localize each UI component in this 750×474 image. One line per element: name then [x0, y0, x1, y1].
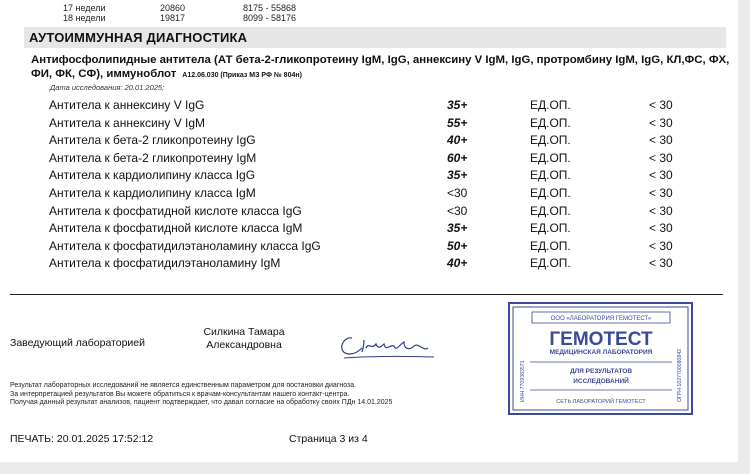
- result-unit: ЕД.ОП.: [530, 168, 571, 183]
- result-value: 40+: [447, 133, 468, 148]
- test-name: Антифосфолипидные антитела (АТ бета-2-гликопротеину IgM, IgG, аннексину V IgM, IgG, протромбину IgM, IgG, КЛ,ФС, ФХ, ФИ, ФК, СФ), иммуноблот: [31, 54, 730, 80]
- signer-role: Заведующий лабораторией: [10, 337, 145, 349]
- result-unit: ЕД.ОП.: [530, 98, 571, 112]
- print-timestamp: ПЕЧАТЬ: 20.01.2025 17:52:12: [10, 433, 154, 445]
- result-row: [0, 237, 738, 255]
- test-title: [31, 53, 731, 83]
- prev-range: 8099 - 58176: [243, 13, 297, 23]
- result-name: Антитела к аннексину V IgG: [49, 98, 205, 112]
- result-row: [0, 202, 738, 220]
- result-value: <30: [447, 203, 468, 218]
- stamp-mid-1: ДЛЯ РЕЗУЛЬТАТОВ: [569, 368, 633, 375]
- result-name: Антитела к фосфатидной кислоте класса IgG: [49, 203, 302, 218]
- result-row: [0, 114, 738, 132]
- result-value: 60+: [447, 150, 468, 165]
- result-reference: < 30: [649, 203, 673, 218]
- result-unit: ЕД.ОП.: [530, 133, 571, 148]
- stamp-ogrn: ОГРН 1027700080842: [677, 349, 683, 402]
- result-name: Антитела к бета-2 гликопротеину IgM: [49, 150, 257, 165]
- result-value: 55+: [447, 115, 468, 130]
- results-table: [0, 96, 738, 272]
- result-row: [0, 184, 738, 202]
- result-reference: < 30: [649, 150, 673, 165]
- result-row: [0, 96, 738, 114]
- result-unit: ЕД.ОП.: [530, 115, 571, 130]
- prev-range: 8175 - 55868: [243, 3, 297, 13]
- divider: [10, 294, 723, 295]
- result-row: [0, 219, 738, 237]
- result-unit: ЕД.ОП.: [530, 203, 571, 218]
- stamp-top: ООО «ЛАБОРАТОРИЯ ГЕМОТЕСТ»: [550, 316, 652, 322]
- disclaimer-line: Получая данный результат анализов, пациент подтверждает, что давал согласие на обработку своих ПДн 14.01.2025: [10, 399, 393, 406]
- result-reference: < 30: [649, 98, 673, 112]
- stamp-inn: ИНН 7709383571: [520, 360, 526, 402]
- handwritten-signature: [338, 330, 438, 362]
- result-name: Антитела к кардиолипину класса IgG: [49, 168, 256, 183]
- result-unit: ЕД.ОП.: [530, 256, 571, 271]
- result-row: [0, 131, 738, 149]
- result-reference: < 30: [649, 115, 673, 130]
- result-unit: ЕД.ОП.: [530, 150, 571, 165]
- prev-value: 19817: [160, 13, 186, 23]
- result-row: [0, 166, 738, 184]
- result-row: [0, 149, 738, 167]
- result-name: Антитела к бета-2 гликопротеину IgG: [49, 133, 256, 148]
- result-unit: ЕД.ОП.: [530, 238, 571, 253]
- prev-value: 20860: [160, 3, 186, 13]
- result-name: Антитела к кардиолипину класса IgM: [49, 185, 256, 200]
- result-row: [0, 254, 738, 272]
- result-reference: < 30: [649, 221, 673, 236]
- result-unit: ЕД.ОП.: [530, 221, 571, 236]
- page-number: Страница 3 из 4: [289, 433, 368, 445]
- result-value: 50+: [447, 238, 468, 253]
- result-name: Антитела к фосфатидилэтаноламину IgM: [49, 256, 281, 271]
- stamp-brand: ГЕМОТЕСТ: [549, 329, 653, 350]
- result-value: <30: [447, 185, 468, 200]
- stamp-mid-2: ИССЛЕДОВАНИЙ: [573, 378, 629, 385]
- disclaimer-line: За интерпретацией результатов Вы можете обратиться к врачам-консультантам нашего контакт-центра.: [10, 390, 350, 398]
- prev-week: 18 недели: [63, 13, 106, 23]
- lab-stamp: [508, 302, 693, 415]
- result-value: 35+: [447, 221, 468, 236]
- stamp-sub: МЕДИЦИНСКАЯ ЛАБОРАТОРИЯ: [549, 349, 653, 356]
- result-unit: ЕД.ОП.: [530, 185, 571, 200]
- section-title: АУТОИММУННАЯ ДИАГНОСТИКА: [29, 30, 248, 45]
- result-value: 35+: [447, 98, 468, 112]
- result-name: Антитела к аннексину V IgM: [49, 115, 206, 130]
- result-reference: < 30: [649, 238, 673, 253]
- result-reference: < 30: [649, 168, 673, 183]
- viewer-bottom-strip: [0, 462, 750, 474]
- result-reference: < 30: [649, 256, 673, 271]
- result-value: 40+: [447, 256, 468, 271]
- disclaimer: [10, 382, 392, 408]
- stamp-bottom: СЕТЬ ЛАБОРАТОРИЙ ГЕМОТЕСТ: [556, 399, 646, 405]
- signer-name: Силкина Тамара Александровна: [203, 326, 285, 351]
- result-name: Антитела к фосфатидилэтаноламину класса IgG: [49, 238, 321, 253]
- result-name: Антитела к фосфатидной кислоте класса IgM: [49, 221, 303, 236]
- test-code: A12.06.030 (Приказ МЗ РФ № 804н): [182, 72, 302, 79]
- result-value: 35+: [447, 168, 468, 183]
- result-reference: < 30: [649, 185, 673, 200]
- disclaimer-line: Результат лабораторных исследований не является единственным параметром для постановки диагноза.: [10, 382, 357, 389]
- prev-week: 17 недели: [63, 3, 106, 13]
- test-date: Дата исследования: 20.01.2025;: [50, 83, 165, 92]
- result-reference: < 30: [649, 133, 673, 148]
